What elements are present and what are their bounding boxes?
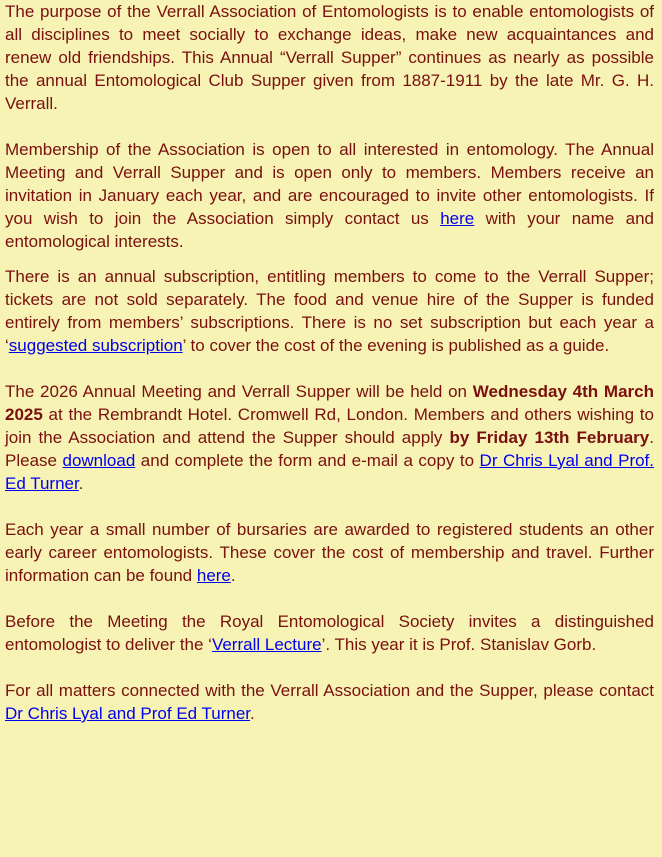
bursaries-paragraph <box>5 518 654 587</box>
bursaries-here-link[interactable]: here <box>196 566 231 585</box>
lecture-text-end: ’. This year it is Prof. Stanislav Gorb. <box>321 635 597 654</box>
contact-paragraph <box>5 679 654 725</box>
lecture-text: Before the Meeting the Royal Entomological Society invites a distinguished entomologist to deliver the ‘ <box>5 612 654 654</box>
download-form-link[interactable]: download <box>62 451 136 470</box>
verrall-lecture-link[interactable]: Verrall Lecture <box>211 635 322 654</box>
contact-people-link[interactable]: Dr Chris Lyal and Prof Ed Turner <box>5 704 251 723</box>
meeting-text-4: and complete the form and e-mail a copy to <box>135 451 480 470</box>
meeting-text-2: at the Rembrandt Hotel. Cromwell Rd, London. Members and others wishing to join the Association and attend the Supper should apply <box>5 405 654 447</box>
contact-here-link[interactable]: here <box>440 209 475 228</box>
apply-deadline: by Friday 13th February <box>449 428 650 447</box>
subscription-text: There is an annual subscription, entitling members to come to the Verrall Supper; tickets are not sold separately. The food and venue hire of the Supper is funded entirely from members’ subscriptions. There is no set subscription but each year a ‘ <box>5 267 654 355</box>
contact-text-end: . <box>250 704 255 723</box>
membership-paragraph <box>5 138 654 253</box>
bursaries-text: Each year a small number of bursaries are awarded to registered students an other early career entomologists. These cover the cost of membership and travel. Further information can be found <box>5 520 654 585</box>
meeting-paragraph <box>5 380 654 495</box>
bursaries-text-end: . <box>230 566 236 585</box>
intro-paragraph <box>5 0 654 115</box>
contact-text: For all matters connected with the Verrall Association and the Supper, please contact <box>5 681 654 700</box>
intro-text: The purpose of the Verrall Association of Entomologists is to enable entomologists of all disciplines to meet socially to exchange ideas, make new acquaintances and renew old friendships. This Annual “Verrall Supper” continues as nearly as possible the annual Entomological Club Supper given from 1887-1911 by the late Mr. G. H. Verrall. <box>5 2 654 113</box>
meeting-text-3: . Please <box>5 428 654 470</box>
subscription-paragraph <box>5 265 654 357</box>
meeting-date: Wednesday 4th March 2025 <box>5 382 654 424</box>
lecture-paragraph <box>5 610 654 656</box>
membership-text: Membership of the Association is open to all interested in entomology. The Annual Meeting and Verrall Supper and is open only to members. Members receive an invitation in January each year, and are encouraged to invite other entomologists. If you wish to join the Association simply contact us <box>5 140 654 228</box>
suggested-subscription-link[interactable]: suggested subscription <box>8 336 183 355</box>
email-contacts-link[interactable]: Dr Chris Lyal and Prof. Ed Turner <box>5 451 655 493</box>
meeting-text: The 2026 Annual Meeting and Verrall Supper will be held on <box>5 382 473 401</box>
subscription-text-end: ’ to cover the cost of the evening is published as a guide. <box>182 336 610 355</box>
meeting-text-end: . <box>78 474 84 493</box>
membership-text-end: with your name and entomological interests. <box>5 209 654 251</box>
